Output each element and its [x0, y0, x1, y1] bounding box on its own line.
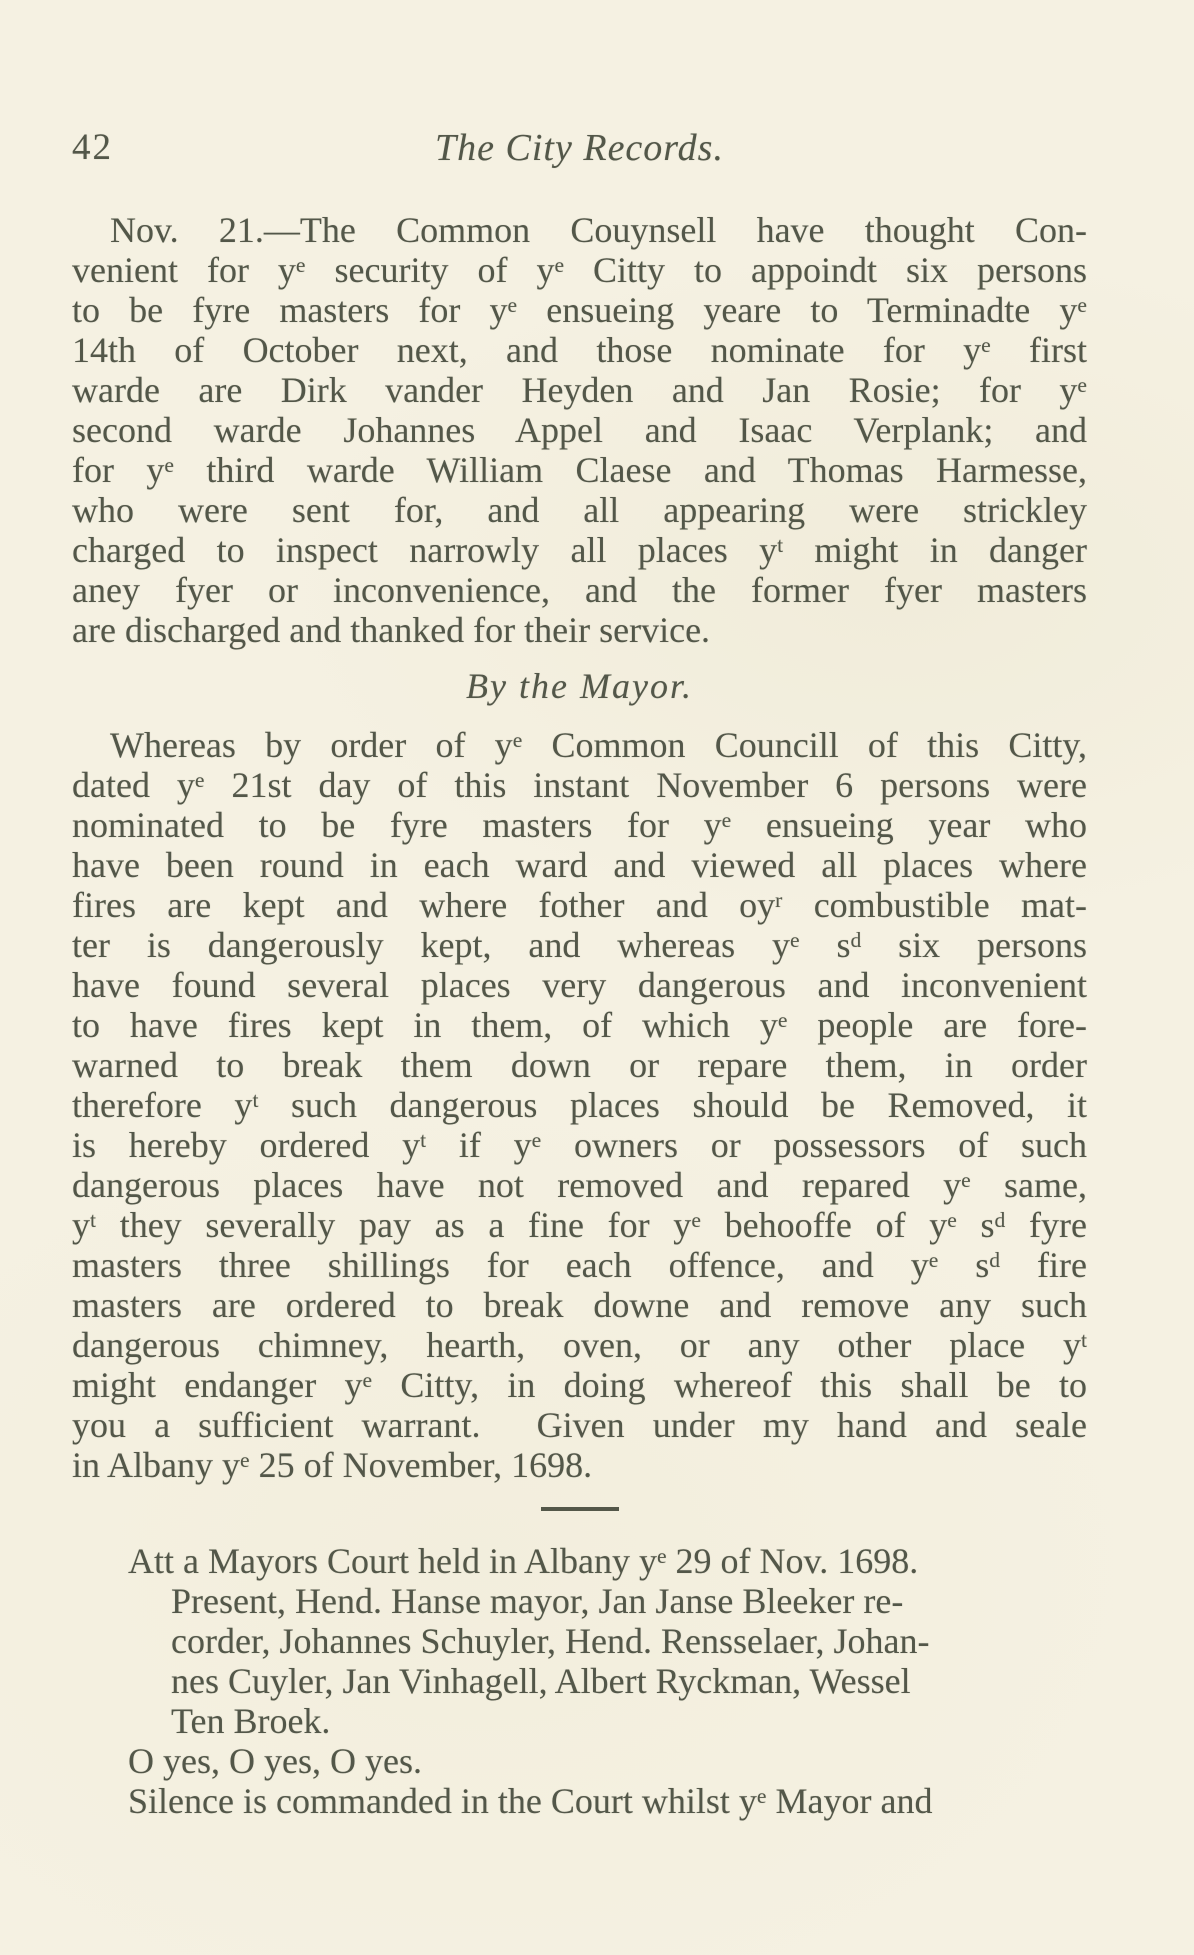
- text-line: might endanger $y^e$ Citty, in doing whereof this shall be to: [72, 1365, 1087, 1405]
- text-line: Ten Broek.: [171, 1701, 331, 1741]
- text-line: Whereas by order of $y^e$ Common Councill of this Citty,: [110, 725, 1087, 765]
- text-line: are discharged and thanked for their service.: [72, 610, 711, 650]
- text-line: have been round in each ward and viewed all places where: [72, 845, 1087, 885]
- page-header: [72, 128, 1087, 176]
- text-line: have found several places very dangerous and inconvenient: [72, 965, 1087, 1005]
- text-line: nes Cuyler, Jan Vinhagell, Albert Ryckman, Wessel: [171, 1661, 911, 1701]
- text-line: warned to break them down or repare them, in order: [72, 1045, 1087, 1085]
- mayor-proclamation-paragraph: [72, 725, 1087, 1485]
- text-line: dated $y^e$ 21st day of this instant November 6 persons were: [72, 765, 1087, 805]
- text-line: warde are Dirk vander Heyden and Jan Rosie; for $y^e$: [72, 370, 1087, 410]
- page-number: 42: [72, 127, 113, 168]
- court-oyes-line: [128, 1741, 1087, 1781]
- text-line: venient for $y^e$ security of $y^e$ Citty to appoindt six persons: [72, 250, 1088, 290]
- court-session-line: [128, 1541, 1087, 1581]
- text-line: Att a Mayors Court held in Albany $y^e$ 29 of Nov. 1698.: [128, 1541, 919, 1581]
- text-line: who were sent for, and all appearing were strickley: [72, 490, 1087, 530]
- court-silence-line: [128, 1781, 1087, 1821]
- text-line: Nov. 21.—The Common Couynsell have thought Con-: [110, 210, 1087, 250]
- text-line: therefore $y^t$ such dangerous places should be Removed, it: [72, 1085, 1087, 1125]
- text-line: fires are kept and where fother and $oy^r$ combustible mat-: [72, 885, 1087, 925]
- text-line: corder, Johannes Schuyler, Hend. Rensselaer, Johan-: [171, 1621, 930, 1661]
- text-line: $y^t$ they severally pay as a fine for $y^e$ behooffe of $y^e$ $s^d$ fyre: [72, 1205, 1087, 1245]
- text-line: masters are ordered to break downe and remove any such: [72, 1285, 1087, 1325]
- text-line: dangerous places have not removed and repared $y^e$ same,: [72, 1165, 1087, 1205]
- text-line: Silence is commanded in the Court whilst $y^e$ Mayor and: [128, 1781, 933, 1821]
- text-line: to have fires kept in them, of which $y^e$ people are fore-: [72, 1005, 1087, 1045]
- text-line: dangerous chimney, hearth, oven, or any other place $y^t$: [72, 1325, 1087, 1365]
- court-record-section: [72, 1541, 1087, 1821]
- by-the-mayor-heading: By the Mayor.: [466, 666, 693, 706]
- section-divider-rule: [541, 1507, 619, 1511]
- text-line: second warde Johannes Appel and Isaac Verplank; and: [72, 410, 1087, 450]
- text-line: ter is dangerously kept, and whereas $y^e$ $s^d$ six persons: [72, 925, 1088, 965]
- text-line: nominated to be fyre masters for $y^e$ ensueing year who: [72, 805, 1087, 845]
- running-title: The City Records.: [435, 127, 724, 169]
- text-line: O yes, O yes, O yes.: [128, 1741, 422, 1781]
- court-present-list: [171, 1581, 1087, 1741]
- text-line: to be fyre masters for $y^e$ ensueing yeare to Terminadte $y^e$: [72, 290, 1087, 330]
- entry-nov21-paragraph: [72, 210, 1087, 650]
- text-line: masters three shillings for each offence, and $y^e$ $s^d$ fire: [72, 1245, 1087, 1285]
- text-line: in Albany $y^e$ 25 of November, 1698.: [72, 1445, 593, 1485]
- text-line: aney fyer or inconvenience, and the former fyer masters: [72, 570, 1087, 610]
- text-line: is hereby ordered $y^t$ if $y^e$ owners or possessors of such: [72, 1125, 1087, 1165]
- text-block: [72, 0, 1087, 1821]
- text-line: for $y^e$ third warde William Claese and Thomas Harmesse,: [72, 450, 1087, 490]
- text-line: charged to inspect narrowly all places $y^t$ might in danger: [72, 530, 1088, 570]
- text-line: Present, Hend. Hanse mayor, Jan Janse Bleeker re-: [171, 1581, 904, 1621]
- text-line: you a sufficient warrant. Given under my hand and seale: [72, 1405, 1087, 1445]
- text-line: 14th of October next, and those nominate for $y^e$ first: [72, 330, 1087, 370]
